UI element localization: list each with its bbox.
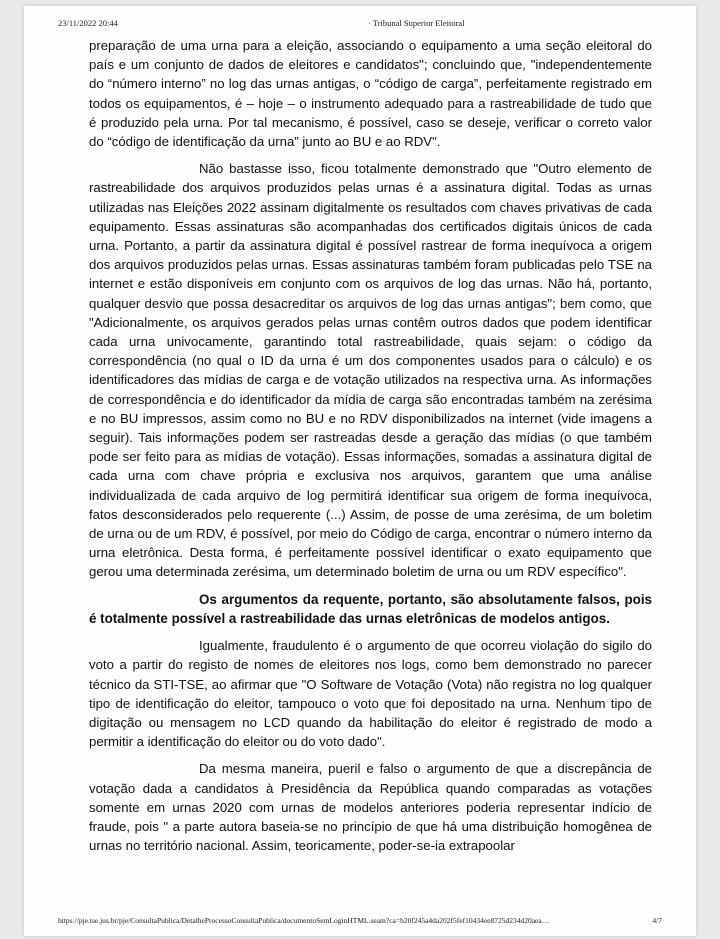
- document-body: [89, 36, 652, 863]
- print-footer: [58, 916, 662, 930]
- page-number: 4/7: [652, 916, 662, 925]
- paragraph-continuation: preparação de uma urna para a eleição, associando o equipamento a uma seção eleitoral do país e um conjunto de dados de eleitores e candidatos"; concluindo que, "independentemente do “número interno” no log das urnas antigas, o “código de carga”, perfeitamente registrado em todos os equipamentos, é – hoje – o instrumento adequado para a rastreabilidade de tudo que é produzido pela urna. Por tal mecanismo, é possível, caso se deseje, verificar o correto valor do “código de identificação da urna” junto ao BU e ao RDV".: [89, 38, 652, 150]
- paragraph-conclusion-bold: Os argumentos da requente, portanto, são absolutamente falsos, pois é totalmente possível a rastreabilidade das urnas eletrônicas de modelos antigos.: [89, 591, 652, 626]
- paragraph-assinatura-digital: Não bastasse isso, ficou totalmente demonstrado que "Outro elemento de rastreabilidade dos arquivos produzidos pelas urnas é a assinatura digital. Todas as urnas utilizadas nas Eleições 2022 assinam digitalmente os resultados com chaves privativas de cada equipamento. Essas assinaturas são acompanhadas dos certificados digitais únicos de cada urna. Portanto, a partir da assinatura digital é possível rastrear de forma inequívoca a origem dos arquivos produzidos pelas urnas. Essas assinaturas também foram publicadas pelo TSE na internet e estão disponíveis em conjunto com os arquivos de log das urnas. Não há, portanto, qualquer desvio que possa desacreditar os arquivos de log das urnas antigas"; bem como, que "Adicionalmente, os arquivos gerados pelas urnas contêm outros dados que podem identificar cada urna univocamente, garantindo total rastreabilidade, quais sejam: o código da correspondência (no qual o ID da urna é um dos componentes usados para o cálculo) e os identificadores das mídias de carga e de votação utilizados na respectiva urna. As informações de correspondência e do identificador da mídia de carga são encontradas também na zerésima e no BU impressos, assim como no BU e no RDV disponibilizados na internet (vide imagens a seguir). Tais informações podem ser rastreadas desde a geração das mídias (o que também pode ser feito para as mídias de votação). Essas informações, somadas a assinatura digital de cada urna com chave própria e exclusiva nos arquivos, garantem que uma análise individualizada de cada arquivo de log permitirá identificar sua origem de forma inequívoca, fatos desconsiderados pelo requerente (...) Assim, de posse de uma zerésima, de um boletim de urna ou de um RDV, é possível, por meio do Código de carga, encontrar o número interno da urna eletrônica. Desta forma, é perfeitamente possível identificar o exato equipamento que gerou uma determinada zerésima, um determinado boletim de urna ou um RDV específico".: [89, 161, 652, 580]
- print-url: https://pje.tse.jus.br/pje/ConsultaPublica/DetalheProcessoConsultaPublica/documentoSemLoginHTML.seam?ca=b20f245a4da202f5fef10434ee8725d234d20aea…: [58, 916, 550, 925]
- print-timestamp: 23/11/2022 20:44: [58, 18, 118, 28]
- paragraph-discrepancia: Da mesma maneira, pueril e falso o argumento de que a discrepância de votação dada a candidatos à Presidência da República quando comparadas as votações somente em urnas 2020 com urnas de modelos anteriores poderia representar indício de fraude, pois " a parte autora baseia-se no princípio de que há uma distribuição homogênea de urnas no território nacional. Assim, teoricamente, poder-se-ia extrapoolar: [89, 761, 652, 854]
- paragraph-sigilo-voto: Igualmente, fraudulento é o argumento de que ocorreu violação do sigilo do voto a partir do registo de nomes de eleitores nos logs, como bem demonstrado no parecer técnico da STI-TSE, ao afirmar que "O Software de Votação (Vota) não registra no log qualquer tipo de identificação do eleitor, tampouco o voto que foi depositado na urna. Nenhum tipo de digitação ou mensagem no LCD quando da habilitação do eleitor é registrado de modo a permitir a identificação do eleitor ou do voto dado".: [89, 638, 652, 750]
- print-site-title: · Tribunal Superior Eleitoral: [368, 18, 465, 28]
- print-header: [58, 18, 662, 32]
- document-page: [24, 6, 696, 936]
